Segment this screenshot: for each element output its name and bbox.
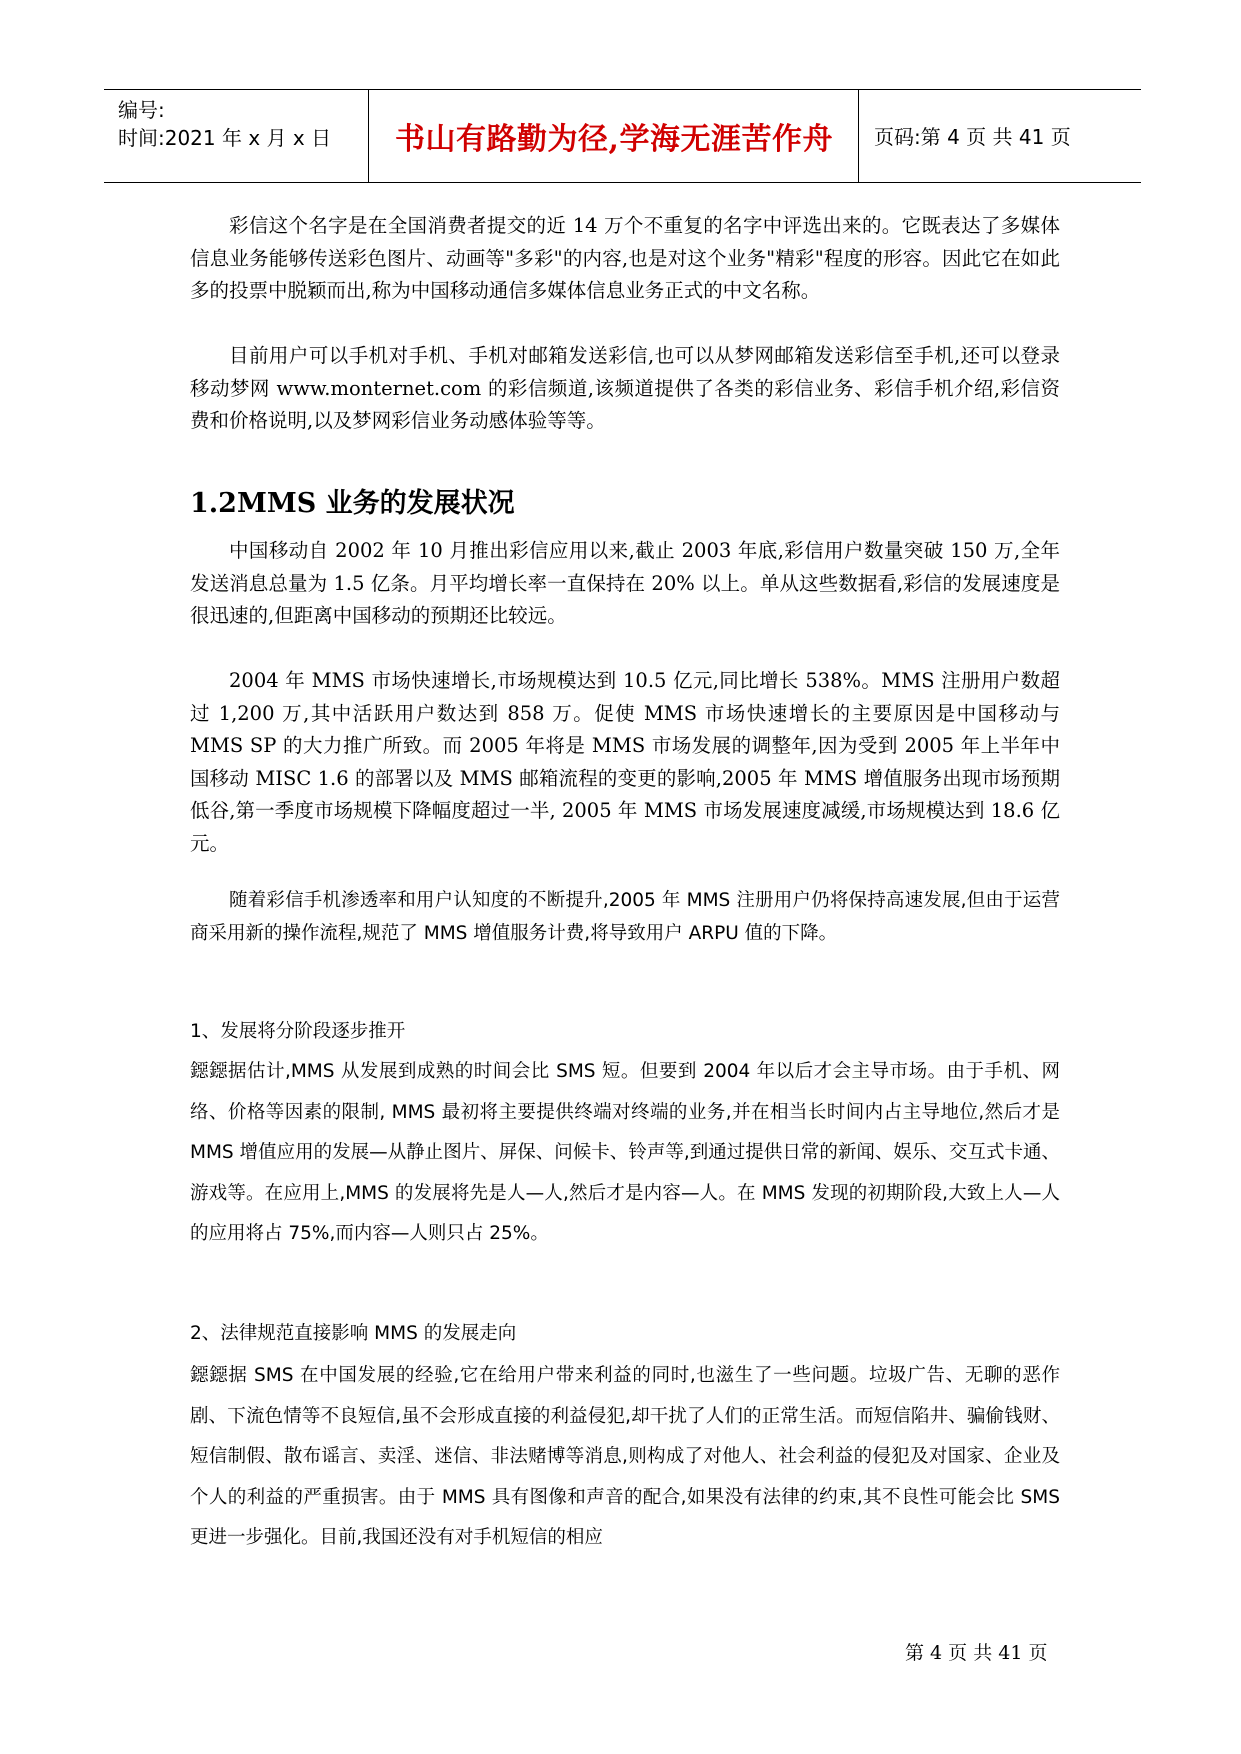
item-2-title: 2、法律规范直接影响 MMS 的发展走向 (190, 1323, 517, 1344)
paragraph-4: 2004 年 MMS 市场快速增长,市场规模达到 10.5 亿元,同比增长 538%。MMS 注册用户数超过 1,200 万,其中活跃用户数达到 858 万。促使 MMS 市场快速增长的主要原因是中国移动与 MMS SP 的大力推广所致。而 2005 年将是 MMS 市场发展的调整年,因为受到 2005 年上半年中国移动 MISC 1.6 的部署以及 MMS 邮箱流程的变更的影响,2005 年 MMS 增值服务出现市场预期低谷,第一季度市场规模下降幅度超过一半, 2005 年 MMS 市场发展速度减缓,市场规模达到 18.6 亿元。 (190, 669, 1060, 855)
page-footer: 第 4 页 共 41 页 (905, 1642, 1048, 1664)
item-1-title: 1、发展将分阶段逐步推开 (190, 1021, 406, 1042)
item-1-text: 鐚鐚据估计,MMS 从发展到成熟的时间会比 SMS 短。但要到 2004 年以后才会主导市场。由于手机、网络、价格等因素的限制, MMS 最初将主要提供终端对终端的业务,并在相当长时间内占主导地位,然后才是 MMS 增值应用的发展—从静止图片、屏保、问候卡、铃声等,到通过提供日常的新闻、娱乐、交互式卡通、游戏等。在应用上,MMS 的发展将先是人—人,然后才是内容—人。在 MMS 发现的初期阶段,大致上人—人的应用将占 75%,而内容—人则只占 25%。 (190, 1061, 1060, 1244)
header-meta (118, 96, 331, 152)
time-label: 时间:2021 年 x 月 x 日 (118, 126, 332, 150)
header-divider (858, 90, 859, 182)
header-page-info: 页码:第 4 页 共 41 页 (874, 125, 1071, 149)
header-motto: 书山有路勤为径,学海无涯苦作舟 (395, 121, 833, 157)
paragraph-1: 彩信这个名字是在全国消费者提交的近 14 万个不重复的名字中评选出来的。它既表达了多媒体信息业务能够传送彩色图片、动画等"多彩"的内容,也是对这个业务"精彩"程度的形容。因此它在如此多的投票中脱颖而出,称为中国移动通信多媒体信息业务正式的中文名称。 (190, 214, 1060, 302)
paragraph-3: 中国移动自 2002 年 10 月推出彩信应用以来,截止 2003 年底,彩信用户数量突破 150 万,全年发送消息总量为 1.5 亿条。月平均增长率一直保持在 20% 以上。单从这些数据看,彩信的发展速度是很迅速的,但距离中国移动的预期还比较远。 (190, 539, 1060, 627)
item-2-text: 鐚鐚据 SMS 在中国发展的经验,它在给用户带来利益的同时,也滋生了一些问题。垃圾广告、无聊的恶作剧、下流色情等不良短信,虽不会形成直接的利益侵犯,却干扰了人们的正常生活。而短信陷井、骗偷钱财、短信制假、散布谣言、卖淫、迷信、非法赌博等消息,则构成了对他人、社会利益的侵犯及对国家、企业及个人的利益的严重损害。由于 MMS 具有图像和声音的配合,如果没有法律的约束,其不良性可能会比 SMS 更进一步强化。目前,我国还没有对手机短信的相应 (190, 1365, 1060, 1548)
header-table (104, 89, 1141, 183)
paragraph-2: 目前用户可以手机对手机、手机对邮箱发送彩信,也可以从梦网邮箱发送彩信至手机,还可以登录移动梦网 www.monternet.com 的彩信频道,该频道提供了各类的彩信业务、彩信手机介绍,彩信资费和价格说明,以及梦网彩信业务动感体验等等。 (190, 344, 1060, 432)
section-heading: 1.2MMS 业务的发展状况 (190, 488, 515, 519)
paragraph-5: 随着彩信手机渗透率和用户认知度的不断提升,2005 年 MMS 注册用户仍将保持高速发展,但由于运营商采用新的操作流程,规范了 MMS 增值服务计费,将导致用户 ARPU 值的下降。 (190, 890, 1060, 944)
serial-label: 编号: (118, 98, 165, 122)
header-divider (368, 90, 369, 182)
